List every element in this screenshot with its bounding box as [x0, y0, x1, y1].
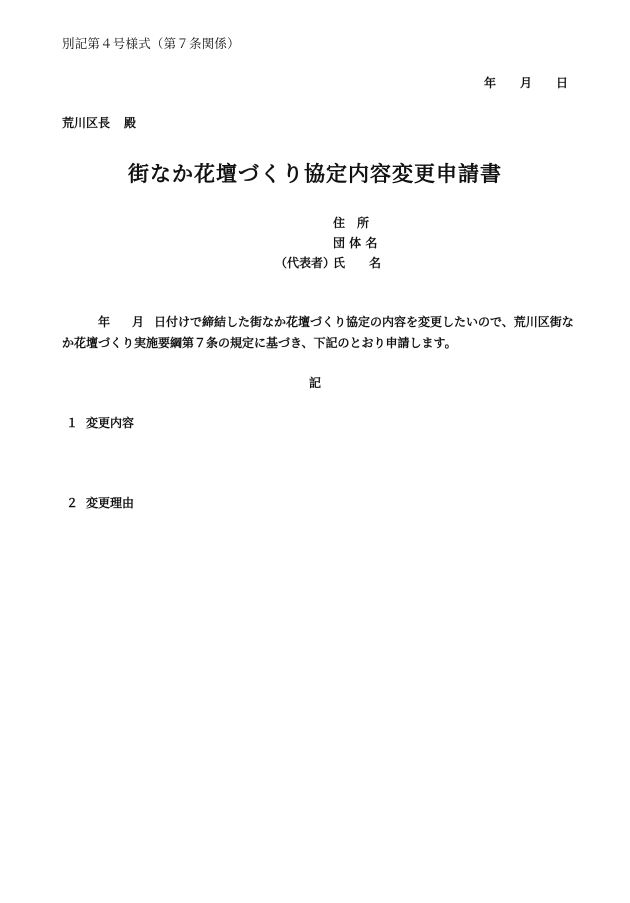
addressee-name: 荒川区長 — [62, 116, 111, 130]
applicant-address-row — [275, 213, 383, 233]
body-year-label: 年 — [98, 315, 111, 329]
addressee-honorific: 殿 — [124, 116, 137, 130]
body-line-2: か花壇づくり実施要綱第７条の規定に基づき、下記のとおり申請します。 — [62, 336, 457, 350]
body-line-1-text: 日付けで締結した街なか花壇づくり協定の内容を変更したいので、荒川区街な — [154, 315, 574, 329]
document-title: 街なか花壇づくり協定内容変更申請書 — [128, 162, 502, 186]
representative-prefix: （代表者） — [275, 256, 336, 270]
address-label: 住 所 — [333, 216, 370, 230]
item-label: 変更理由 — [86, 496, 135, 510]
item-number: １ — [66, 416, 79, 430]
applicant-block — [275, 213, 383, 273]
body-month-label: 月 — [132, 315, 145, 329]
date-year-label: 年 — [483, 76, 496, 90]
form-number: 別記第４号様式（第７条関係） — [62, 36, 240, 51]
date-day-label: 日 — [555, 76, 568, 90]
applicant-name-row — [275, 253, 383, 273]
body-line-1 — [62, 312, 572, 333]
item-change-reason — [66, 494, 134, 511]
ki-heading: 記 — [308, 376, 321, 390]
item-number: ２ — [66, 496, 79, 510]
group-name-label: 団 体 名 — [333, 236, 378, 250]
applicant-group-row — [275, 233, 383, 253]
date-month-label: 月 — [519, 76, 532, 90]
item-label: 変更内容 — [86, 416, 135, 430]
addressee — [62, 114, 136, 131]
item-change-content — [66, 414, 134, 431]
request-body-text — [62, 312, 572, 354]
name-label: 氏 名 — [333, 256, 382, 270]
date-line — [484, 74, 568, 91]
